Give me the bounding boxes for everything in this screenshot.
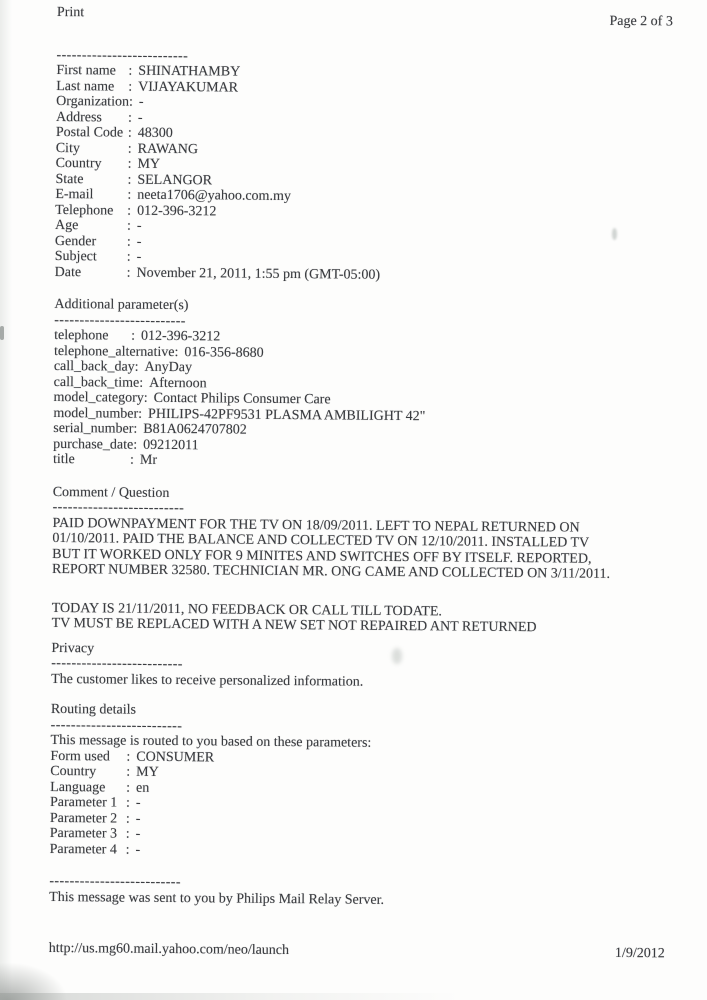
- additional-parameter-fields: [53, 328, 670, 473]
- field-label: telephone_alternative: [53, 343, 175, 360]
- field-colon: :: [126, 249, 131, 265]
- field-colon: :: [126, 234, 131, 250]
- field-label: Age: [55, 217, 79, 234]
- field-label: Telephone: [55, 202, 114, 218]
- field-label: model_number: [53, 405, 139, 422]
- field-colon: :: [127, 187, 132, 203]
- field-label: Parameter 3: [49, 825, 118, 842]
- field-value: -: [135, 826, 141, 842]
- field-label: Country: [50, 763, 97, 780]
- field-value-serial-number: B81A0624707802: [143, 421, 247, 438]
- field-value: en: [135, 780, 150, 796]
- field-colon: :: [131, 328, 136, 344]
- field-value: SELANGOR: [137, 172, 213, 188]
- field-label: Address: [55, 109, 102, 125]
- field-value: -: [136, 234, 142, 250]
- field-colon: :: [129, 452, 134, 468]
- print-footer: [49, 941, 665, 962]
- field-label: First name: [56, 62, 116, 79]
- dashed-separator: --------------------------: [52, 499, 185, 517]
- comment-question-title: Comment / Question: [52, 484, 170, 501]
- field-colon: :: [134, 359, 139, 375]
- field-colon: :: [126, 749, 131, 765]
- print-title: Print: [56, 5, 85, 21]
- field-value: SHINATHAMBY: [138, 63, 241, 80]
- field-label: City: [55, 140, 80, 156]
- field-colon: :: [138, 406, 143, 422]
- field-label: call_back_day: [53, 358, 135, 375]
- comment-line: BUT IT WORKED ONLY FOR 9 MINITES AND SWITCHES OFF BY ITSELF. REPORTED,: [52, 546, 592, 567]
- field-colon: :: [125, 795, 130, 811]
- field-colon: :: [128, 94, 133, 110]
- dashed-separator: --------------------------: [50, 717, 183, 734]
- routing-fields: [50, 748, 667, 862]
- privacy-title: Privacy: [51, 640, 95, 656]
- field-colon: :: [143, 390, 148, 406]
- field-colon: :: [125, 842, 130, 858]
- page-indicator: Page 2 of 3: [609, 13, 673, 30]
- comment-line: TV MUST BE REPLACED WITH A NEW SET NOT REPAIRED ANT RETURNED: [51, 615, 537, 636]
- routing-intro: This message is routed to you based on these parameters:: [50, 732, 372, 751]
- comment-line: TODAY IS 21/11/2011, NO FEEDBACK OR CALL TILL TODATE.: [51, 600, 442, 619]
- field-value: November 21, 2011, 1:55 pm (GMT-05:00): [136, 265, 381, 283]
- contact-fields: [55, 63, 673, 285]
- field-label: title: [52, 451, 75, 468]
- field-colon: :: [127, 110, 132, 126]
- field-value: CONSUMER: [136, 749, 215, 765]
- field-value-model-number: PHILIPS-42PF9531 PLASMA AMBILIGHT 42": [148, 406, 426, 424]
- field-value: 48300: [137, 125, 173, 142]
- routing-details-title: Routing details: [50, 701, 137, 718]
- field-label: Parameter 4: [49, 841, 117, 858]
- field-label: serial_number: [53, 420, 134, 437]
- footer-date: 1/9/2012: [614, 945, 665, 962]
- field-colon: :: [127, 172, 132, 188]
- field-label: Date: [54, 264, 82, 280]
- field-value: VIJAYAKUMAR: [138, 79, 239, 96]
- field-value: -: [136, 249, 142, 265]
- field-label: Organization: [56, 93, 130, 110]
- field-colon: :: [126, 780, 131, 796]
- field-colon: :: [127, 141, 132, 157]
- field-colon: :: [128, 63, 133, 79]
- field-label: Parameter 1: [49, 794, 118, 811]
- field-label: model_category: [53, 389, 144, 406]
- comment-line: REPORT NUMBER 32580. TECHNICIAN MR. ONG CAME AND COLLECTED ON 3/11/2011.: [52, 561, 611, 582]
- field-value: -: [137, 110, 143, 126]
- print-header: [56, 5, 673, 30]
- field-value: Mr: [139, 452, 158, 468]
- field-colon: :: [133, 421, 138, 437]
- field-value: -: [135, 795, 141, 811]
- field-value: RAWANG: [137, 141, 199, 157]
- field-colon: :: [174, 344, 179, 360]
- dashed-separator: --------------------------: [49, 873, 182, 891]
- comment-line: 01/10/2011. PAID THE BALANCE AND COLLECTED TV ON 12/10/2011. INSTALLED TV: [52, 530, 590, 551]
- field-label: E-mail: [55, 186, 94, 203]
- dashed-separator: --------------------------: [54, 312, 186, 329]
- field-value: AnyDay: [144, 359, 193, 376]
- field-value: 012-396-3212: [140, 328, 221, 345]
- field-colon: :: [127, 218, 132, 234]
- field-value-email: neeta1706@yahoo.com.my: [137, 187, 291, 205]
- field-value: -: [136, 218, 142, 234]
- comment-paragraph-2: [52, 600, 668, 636]
- field-value: 012-396-3212: [137, 203, 217, 219]
- field-colon: :: [133, 437, 138, 453]
- field-value: -: [135, 811, 141, 827]
- field-colon: :: [127, 125, 132, 141]
- dashed-separator: --------------------------: [56, 47, 189, 64]
- field-colon: :: [139, 375, 144, 391]
- footer-url: http://us.mg60.mail.yahoo.com/neo/launch: [48, 940, 290, 959]
- field-label: Gender: [54, 233, 97, 249]
- field-value: MY: [136, 764, 159, 780]
- field-value: -: [135, 842, 141, 858]
- field-colon: :: [125, 826, 130, 842]
- scan-shadow-left-edge: [0, 0, 12, 1000]
- field-value: 016-356-8680: [184, 344, 264, 361]
- field-label: Country: [55, 155, 102, 172]
- field-value: Afternoon: [149, 375, 207, 391]
- field-colon: :: [128, 79, 133, 95]
- field-colon: :: [127, 203, 132, 219]
- field-label: telephone: [54, 327, 109, 344]
- scan-artifact-left-tick: [0, 326, 4, 340]
- field-label: Form used: [50, 748, 111, 764]
- comment-paragraph-1: [52, 515, 669, 582]
- field-label: purchase_date: [53, 436, 134, 453]
- field-label: Postal Code: [55, 124, 124, 141]
- field-colon: :: [125, 811, 130, 827]
- field-label: Language: [50, 779, 106, 795]
- field-value: MY: [137, 156, 161, 172]
- field-label: call_back_time: [53, 374, 140, 391]
- document-content: [49, 5, 673, 962]
- field-value: -: [138, 94, 144, 110]
- field-label: Parameter 2: [49, 810, 118, 827]
- field-colon: :: [126, 764, 131, 780]
- field-value: Contact Philips Consumer Care: [153, 390, 331, 408]
- field-colon: :: [127, 156, 132, 172]
- field-label: State: [55, 171, 84, 187]
- privacy-text: The customer likes to receive personalized information.: [51, 671, 364, 690]
- field-colon: :: [126, 265, 131, 281]
- field-label: Last name: [56, 78, 115, 95]
- dashed-separator: --------------------------: [51, 655, 183, 673]
- scan-shadow-bottom-edge: [0, 993, 460, 1000]
- field-label: Subject: [54, 248, 97, 265]
- closing-note: This message was sent to you by Philips Mail Relay Server.: [49, 889, 385, 908]
- comment-line: PAID DOWNPAYMENT FOR THE TV ON 18/09/2011. LEFT TO NEPAL RETURNED ON: [52, 515, 580, 536]
- field-value: 09212011: [143, 437, 199, 453]
- additional-parameters-title: Additional parameter(s): [54, 296, 189, 314]
